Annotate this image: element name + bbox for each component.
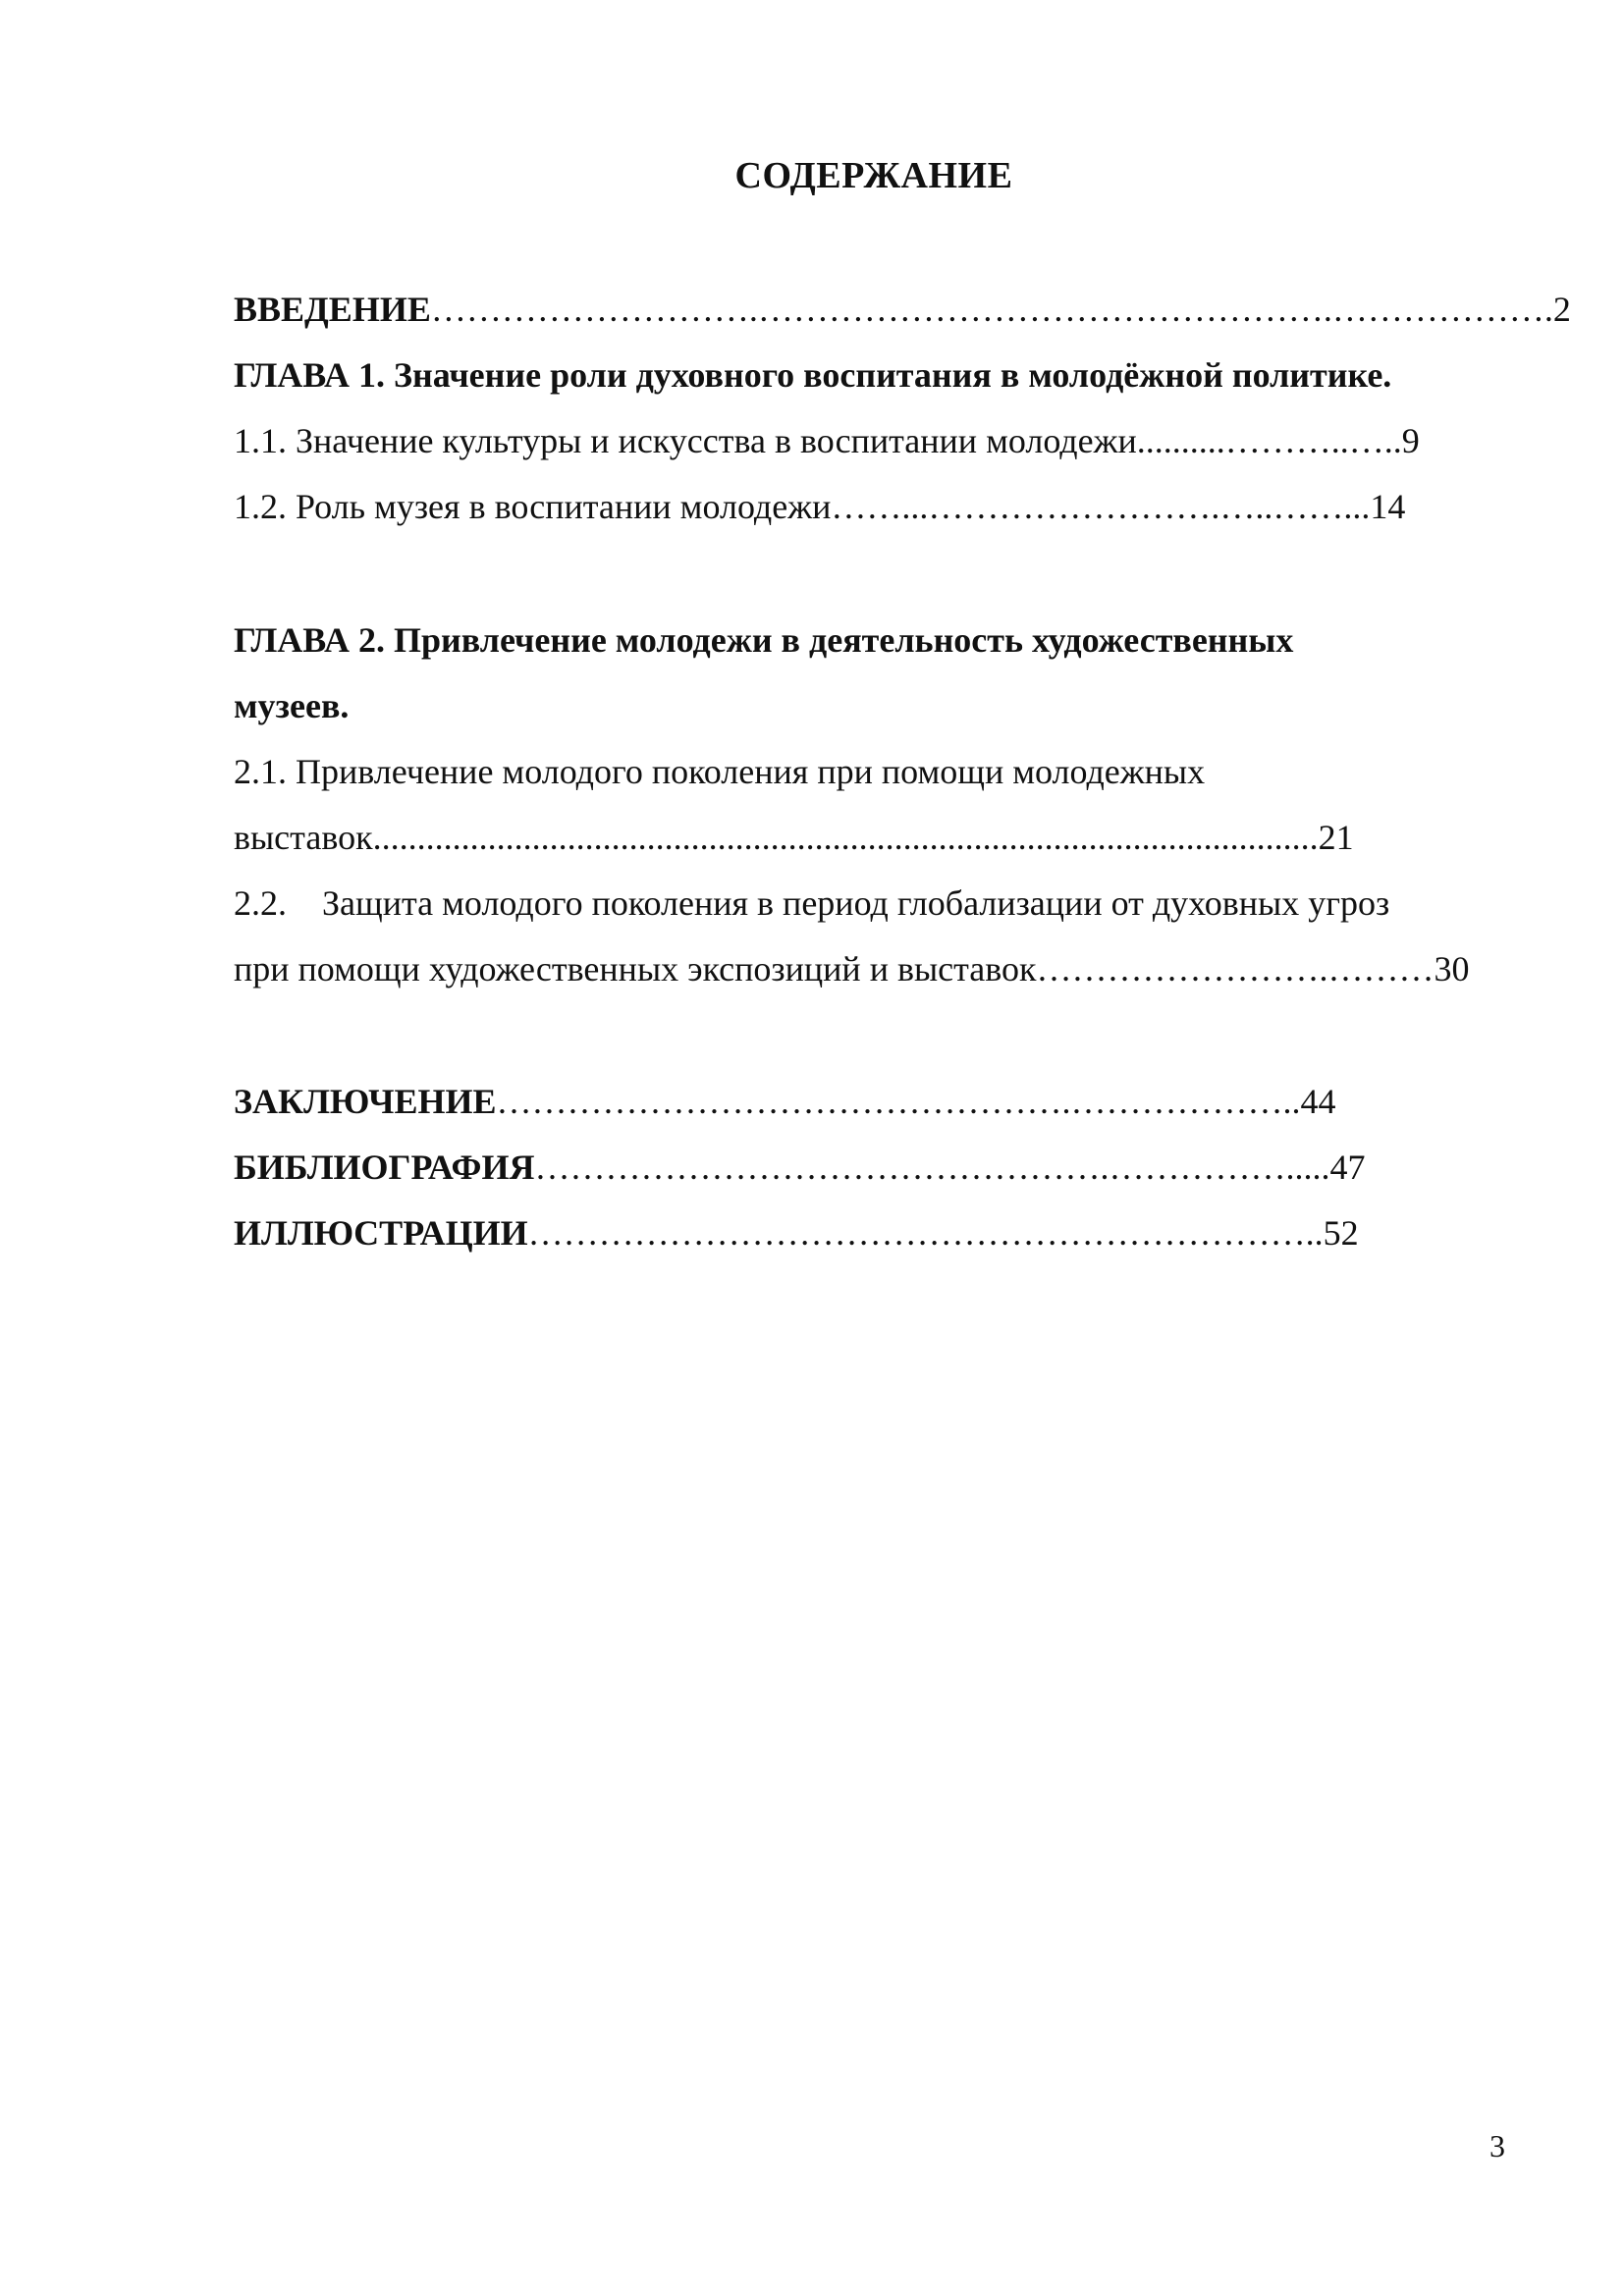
toc-page-number: 21 <box>1318 818 1354 857</box>
toc-page-number: 52 <box>1323 1213 1359 1253</box>
toc-label: ВВЕДЕНИЕ <box>234 290 431 329</box>
toc-entry-section-2-1-line-1[interactable]: 2.1. Привлечение молодого поколения при помощи молодежных <box>234 752 1206 791</box>
toc-label: 1.1. Значение культуры и искусства в воспитании молодежи <box>234 421 1137 460</box>
toc-page-number: 2 <box>1552 290 1571 329</box>
toc-page-number: 9 <box>1401 421 1420 460</box>
toc-page-number: 14 <box>1370 487 1406 526</box>
toc-leader: ……...…………………….…..……... <box>831 487 1371 526</box>
toc-leader: …………………….……… <box>1036 949 1435 988</box>
toc-leader: ………………………………………………………….. <box>527 1213 1324 1253</box>
toc-entry-section-2-1-line-2[interactable] <box>234 816 1354 859</box>
toc-leader: ........................................................................................................... <box>372 818 1319 857</box>
toc-entry-chapter-2-line-1[interactable]: ГЛАВА 2. Привлечение молодежи в деятельность художественных <box>234 620 1294 660</box>
toc-entry-section-2-2-line-1[interactable]: 2.2. Защита молодого поколения в период глобализации от духовных угроз <box>234 883 1390 923</box>
toc-leader: ………………………………………….……………….. <box>496 1082 1301 1121</box>
toc-leader: ………………………………………….……………..... <box>534 1148 1330 1187</box>
toc-entry-introduction[interactable] <box>234 288 1571 331</box>
toc-label: ЗАКЛЮЧЕНИЕ <box>234 1082 497 1121</box>
toc-page-number: 30 <box>1434 949 1470 988</box>
toc-label: 1.2. Роль музея в воспитании молодежи <box>234 487 832 526</box>
toc-entry-chapter-2-line-2[interactable]: музеев. <box>234 686 350 725</box>
page-number: 3 <box>1489 2128 1505 2163</box>
toc-entry-section-1-2[interactable] <box>234 485 1405 528</box>
toc-page-number: 47 <box>1329 1148 1366 1187</box>
toc-page-number: 44 <box>1300 1082 1336 1121</box>
toc-entry-section-1-1[interactable] <box>234 419 1420 462</box>
toc-entry-bibliography[interactable] <box>234 1146 1365 1189</box>
toc-entry-illustrations[interactable] <box>234 1211 1359 1255</box>
toc-leader: ……………………….………………………………………….………………. <box>430 290 1553 329</box>
toc-label: БИБЛИОГРАФИЯ <box>234 1148 535 1187</box>
toc-label: ИЛЛЮСТРАЦИИ <box>234 1213 528 1253</box>
toc-label: выставок <box>234 818 373 857</box>
toc-label: при помощи художественных экспозиций и выставок <box>234 949 1037 988</box>
toc-entry-chapter-1[interactable]: ГЛАВА 1. Значение роли духовного воспитания в молодёжной политике. <box>234 355 1392 395</box>
toc-entry-section-2-2-line-2[interactable] <box>234 947 1470 990</box>
page-title: СОДЕРЖАНИЕ <box>734 155 1013 196</box>
toc-entry-conclusion[interactable] <box>234 1080 1336 1123</box>
toc-leader: ..........………..….. <box>1136 421 1402 460</box>
